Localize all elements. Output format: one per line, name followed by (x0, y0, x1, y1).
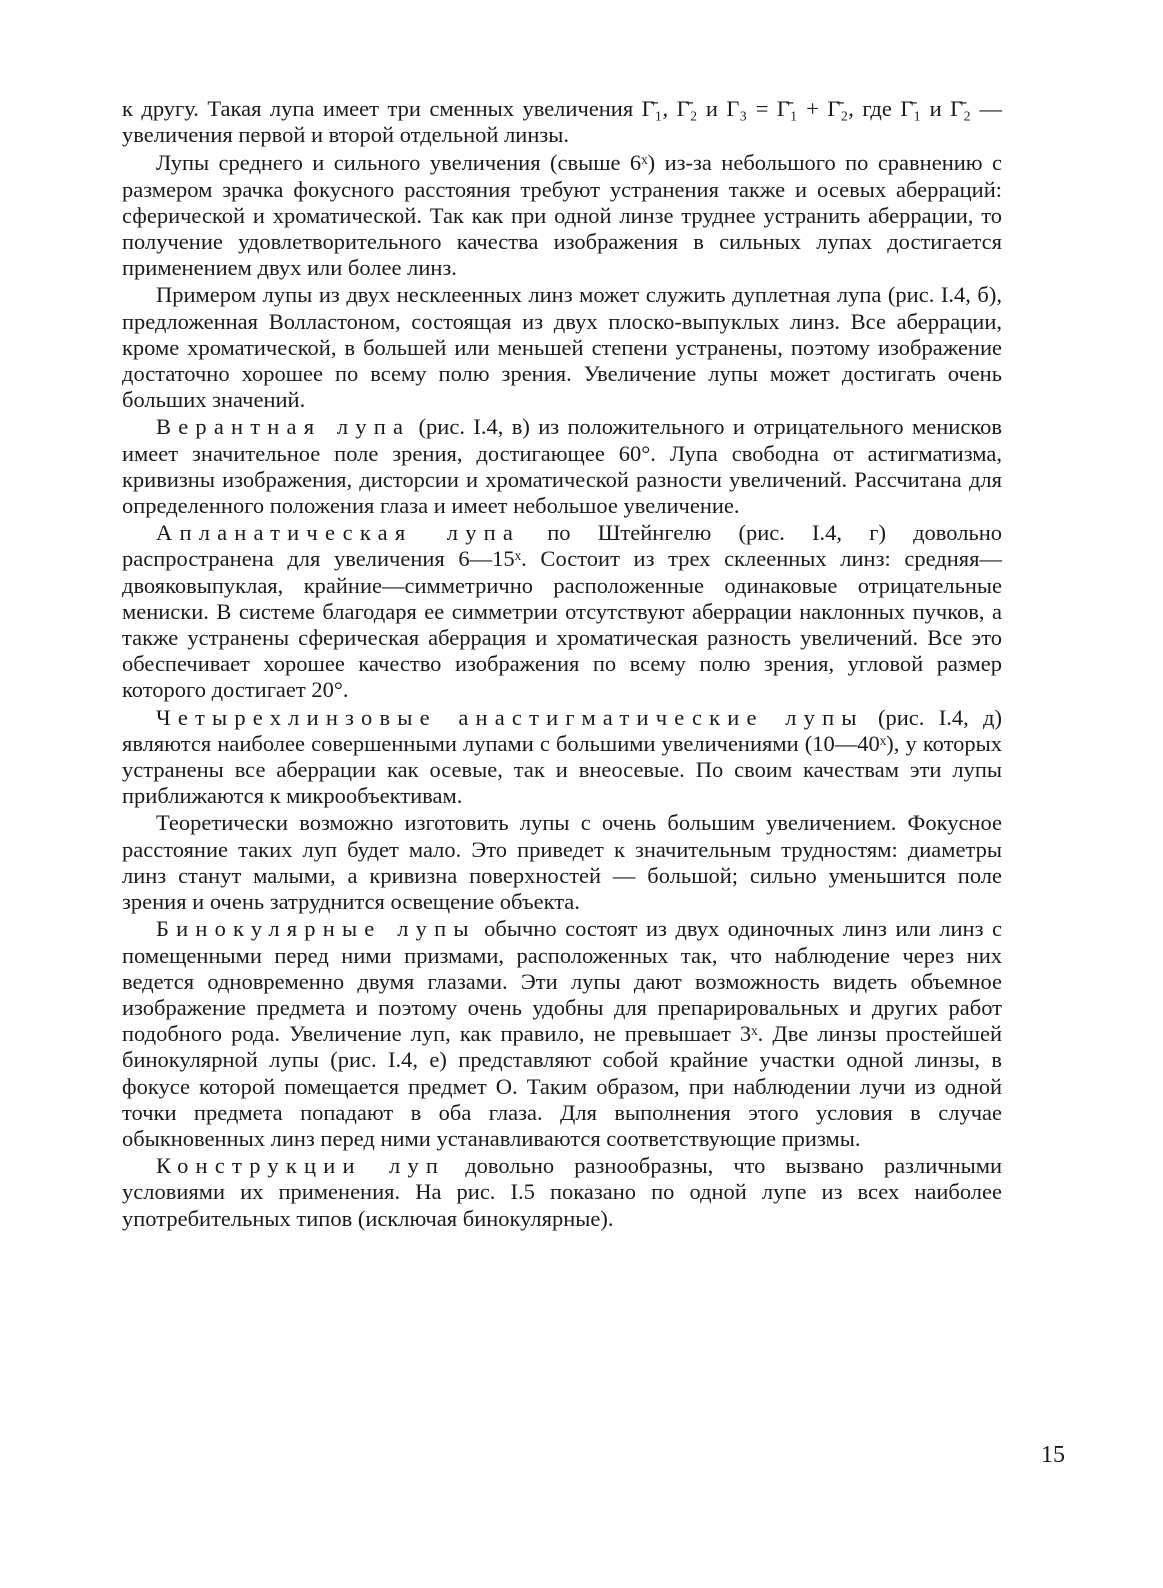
paragraph (122, 520, 1002, 703)
paragraph (122, 916, 1002, 1152)
paragraph (122, 1153, 1002, 1232)
paragraph (122, 705, 1002, 810)
spaced-term: Четырехлинзовые анастигматические лупы (156, 704, 864, 730)
paragraph-text: Теоретически возможно изготовить лупы с очень большим увеличением. Фокусное расстояние таких луп будет мало. Это приведет к значительным трудностям: диаметры линз станут малыми, а кривизна поверхностей — большой; сильно уменьшится поле зрения и очень затруднится освещение объекта. (122, 810, 1002, 915)
paragraph (122, 150, 1002, 281)
paragraph (122, 414, 1002, 519)
paragraph (122, 282, 1002, 413)
paragraph-text: довольно разнообразны, что вызвано различными условиями их применения. На рис. I.5 показано по одной лупе из всех наиболее употребительных типов (исключая бинокулярные). (122, 1153, 1002, 1231)
page-body-text (122, 96, 1002, 1233)
spaced-term: Бинокулярные лупы (156, 916, 476, 942)
paragraph (122, 96, 1002, 148)
paragraph-text: обычно состоят из двух одиночных линз или линз с помещенными перед ними призмами, расположенных так, что наблюдение через них ведется одновременно двумя глазами. Эти лупы дают возможность видеть объемное изображение предмета и поэтому очень удобны для препарировальных и других работ подобного рода. Увеличение луп, как правило, не превышает 3ˣ. Две линзы простейшей бинокулярной лупы (рис. I.4, е) представляют собой крайние участки одной линзы, в фокусе которой помещается предмет О. Таким образом, при наблюдении лучи из одной точки предмета попадают в оба глаза. Для выполнения этого условия в случае обыкновенных линз перед ними устанавливаются соответствующие призмы. (122, 916, 1002, 1151)
paragraph (122, 810, 1002, 915)
paragraph-text: Лупы среднего и сильного увеличения (свыше 6ˣ) из-за небольшого по сравнению с размером зрачка фокусного расстояния требуют устранения также и осевых аберраций: сферической и хроматической. Так как при одной линзе труднее устранить аберрации, то получение удовлетворительного качества изображения в сильных лупах достигается применением двух или более линз. (122, 150, 1002, 281)
paragraph-text: Примером лупы из двух несклеенных линз может служить дуплетная лупа (рис. I.4, б), предложенная Волластоном, состоящая из двух плоско-выпуклых линз. Все аберрации, кроме хроматической, в большей или меньшей степени устранены, поэтому изображение достаточно хорошее по всему полю зрения. Увеличение лупы может достигать очень больших значений. (122, 282, 1002, 413)
spaced-term: Апланатическая лупа (156, 520, 521, 546)
spaced-term: Конструкции луп (156, 1153, 446, 1179)
paragraph-text: по Штейнгелю (рис. I.4, г) довольно распространена для увеличения 6—15ˣ. Состоит из трех склеенных линз: средняя—двояковыпуклая, крайние—симметрично расположенные одинаковые отрицательные мениски. В системе благодаря ее симметрии отсутствуют аберрации наклонных пучков, а также устранены сферическая аберрация и хроматическая разность увеличений. Все это обеспечивает хорошее качество изображения по всему полю зрения, угловой размер которого достигает 20°. (122, 520, 1003, 703)
page-number: 15 (1041, 1442, 1065, 1468)
paragraph-text: (рис. I.4, в) из положительного и отрицательного менисков имеет значительное поле зрения, достигающее 60°. Лупа свободна от астигматизма, кривизны изображения, дисторсии и хроматической разности увеличений. Рассчитана для определенного положения глаза и имеет небольшое увеличение. (122, 414, 1002, 519)
paragraph-text: (рис. I.4, д) являются наиболее совершенными лупами с большими увеличениями (10—40ˣ), у которых устранены все аберрации как осевые, так и внеосевые. По своим качествам эти лупы приближаются к микрообъективам. (122, 704, 1002, 809)
spaced-term: Верантная лупа (156, 414, 411, 440)
paragraph-text: к другу. Такая лупа имеет три сменных увеличения Γ̄₁, Γ̄₂ и Γ₃ = Γ̄₁ + Γ̄₂, где Γ̄₁ и Γ̄₂ — увеличения первой и второй отдельной линзы. (122, 96, 1002, 148)
